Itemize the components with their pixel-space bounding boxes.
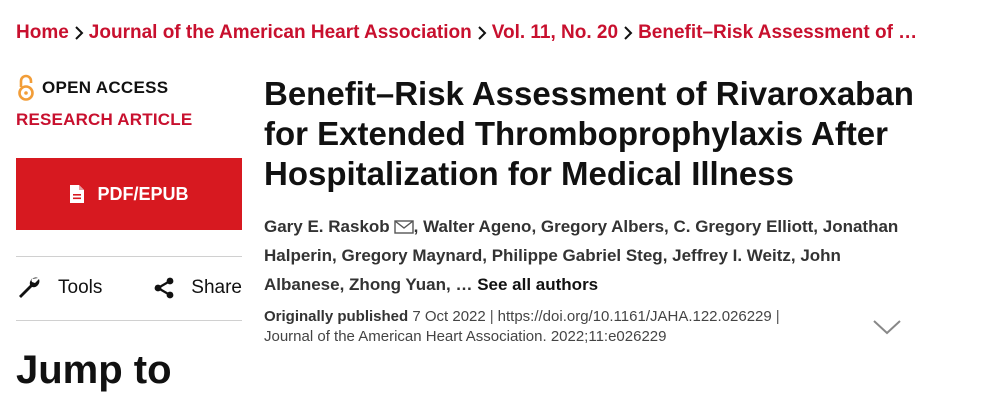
- author-link[interactable]: John Albanese: [264, 246, 841, 294]
- breadcrumb-home[interactable]: Home: [16, 22, 69, 43]
- author-ellipsis: …: [455, 275, 473, 294]
- author-link[interactable]: Walter Ageno: [423, 217, 532, 236]
- sidebar-divider: [16, 256, 242, 257]
- open-lock-icon: [16, 74, 36, 102]
- tools-label: Tools: [58, 277, 103, 298]
- author-link[interactable]: Jeffrey I. Weitz: [672, 246, 791, 265]
- publication-meta: Originally published 7 Oct 2022 | https://doi.org/10.1161/JAHA.122.026229 | Journal of the American Heart Association. 2022;11:e026229: [264, 308, 780, 345]
- article-sidebar: [16, 74, 242, 392]
- share-label: Share: [191, 277, 242, 298]
- author-link[interactable]: Gary E. Raskob: [264, 217, 390, 236]
- breadcrumb: [16, 20, 917, 46]
- tools-button[interactable]: [16, 275, 102, 301]
- see-all-authors-link[interactable]: See all authors: [477, 275, 599, 294]
- pdf-epub-label: PDF/EPUB: [97, 183, 189, 204]
- open-access-label: OPEN ACCESS: [42, 78, 169, 97]
- doi-link[interactable]: https://doi.org/10.1161/JAHA.122.026229: [497, 308, 772, 325]
- author-link[interactable]: Zhong Yuan: [349, 275, 447, 294]
- article-header: [264, 74, 954, 347]
- author-link[interactable]: Gregory Albers: [540, 217, 665, 236]
- share-button[interactable]: [153, 276, 242, 300]
- open-access-badge: [16, 74, 242, 102]
- published-label: Originally published: [264, 308, 409, 325]
- tools-share-row: [16, 270, 242, 306]
- breadcrumb-volume[interactable]: Vol. 11, No. 20: [491, 22, 619, 43]
- chevron-right-icon: [472, 25, 492, 41]
- author-link[interactable]: Gregory Maynard: [341, 246, 483, 265]
- author-link[interactable]: Philippe Gabriel Steg: [491, 246, 663, 265]
- sidebar-divider: [16, 320, 242, 321]
- pdf-epub-button[interactable]: [16, 158, 242, 230]
- chevron-right-icon: [618, 25, 638, 41]
- mail-icon[interactable]: [394, 220, 414, 234]
- breadcrumb-article[interactable]: Benefit–Risk Assessment of …: [638, 22, 918, 43]
- chevron-down-icon[interactable]: [872, 318, 902, 336]
- author-link[interactable]: Jonathan Halperin: [264, 217, 899, 265]
- article-type-label: RESEARCH ARTICLE: [16, 110, 193, 129]
- citation-text: Journal of the American Heart Association. 2022;11:e026229: [264, 328, 667, 345]
- chevron-right-icon: [69, 25, 89, 41]
- published-date: 7 Oct 2022: [412, 308, 486, 325]
- wrench-icon: [16, 275, 42, 301]
- author-list: Gary E. Raskob , Walter Ageno, Gregory Albers, C. Gregory Elliott, Jonathan Halperin, Gregory Maynard, Philippe Gabriel Steg, Jeffrey I. Weitz, John Albanese, Zhong Yuan, … See all authors: [264, 217, 899, 294]
- share-icon: [153, 276, 175, 300]
- article-title: Benefit–Risk Assessment of Rivaroxaban for Extended Thromboprophylaxis After Hospitalization for Medical Illness: [264, 75, 914, 192]
- jump-to-heading: Jump to: [16, 348, 172, 392]
- pdf-file-icon: [69, 184, 85, 204]
- breadcrumb-journal[interactable]: Journal of the American Heart Association: [88, 22, 472, 43]
- author-link[interactable]: C. Gregory Elliott: [673, 217, 814, 236]
